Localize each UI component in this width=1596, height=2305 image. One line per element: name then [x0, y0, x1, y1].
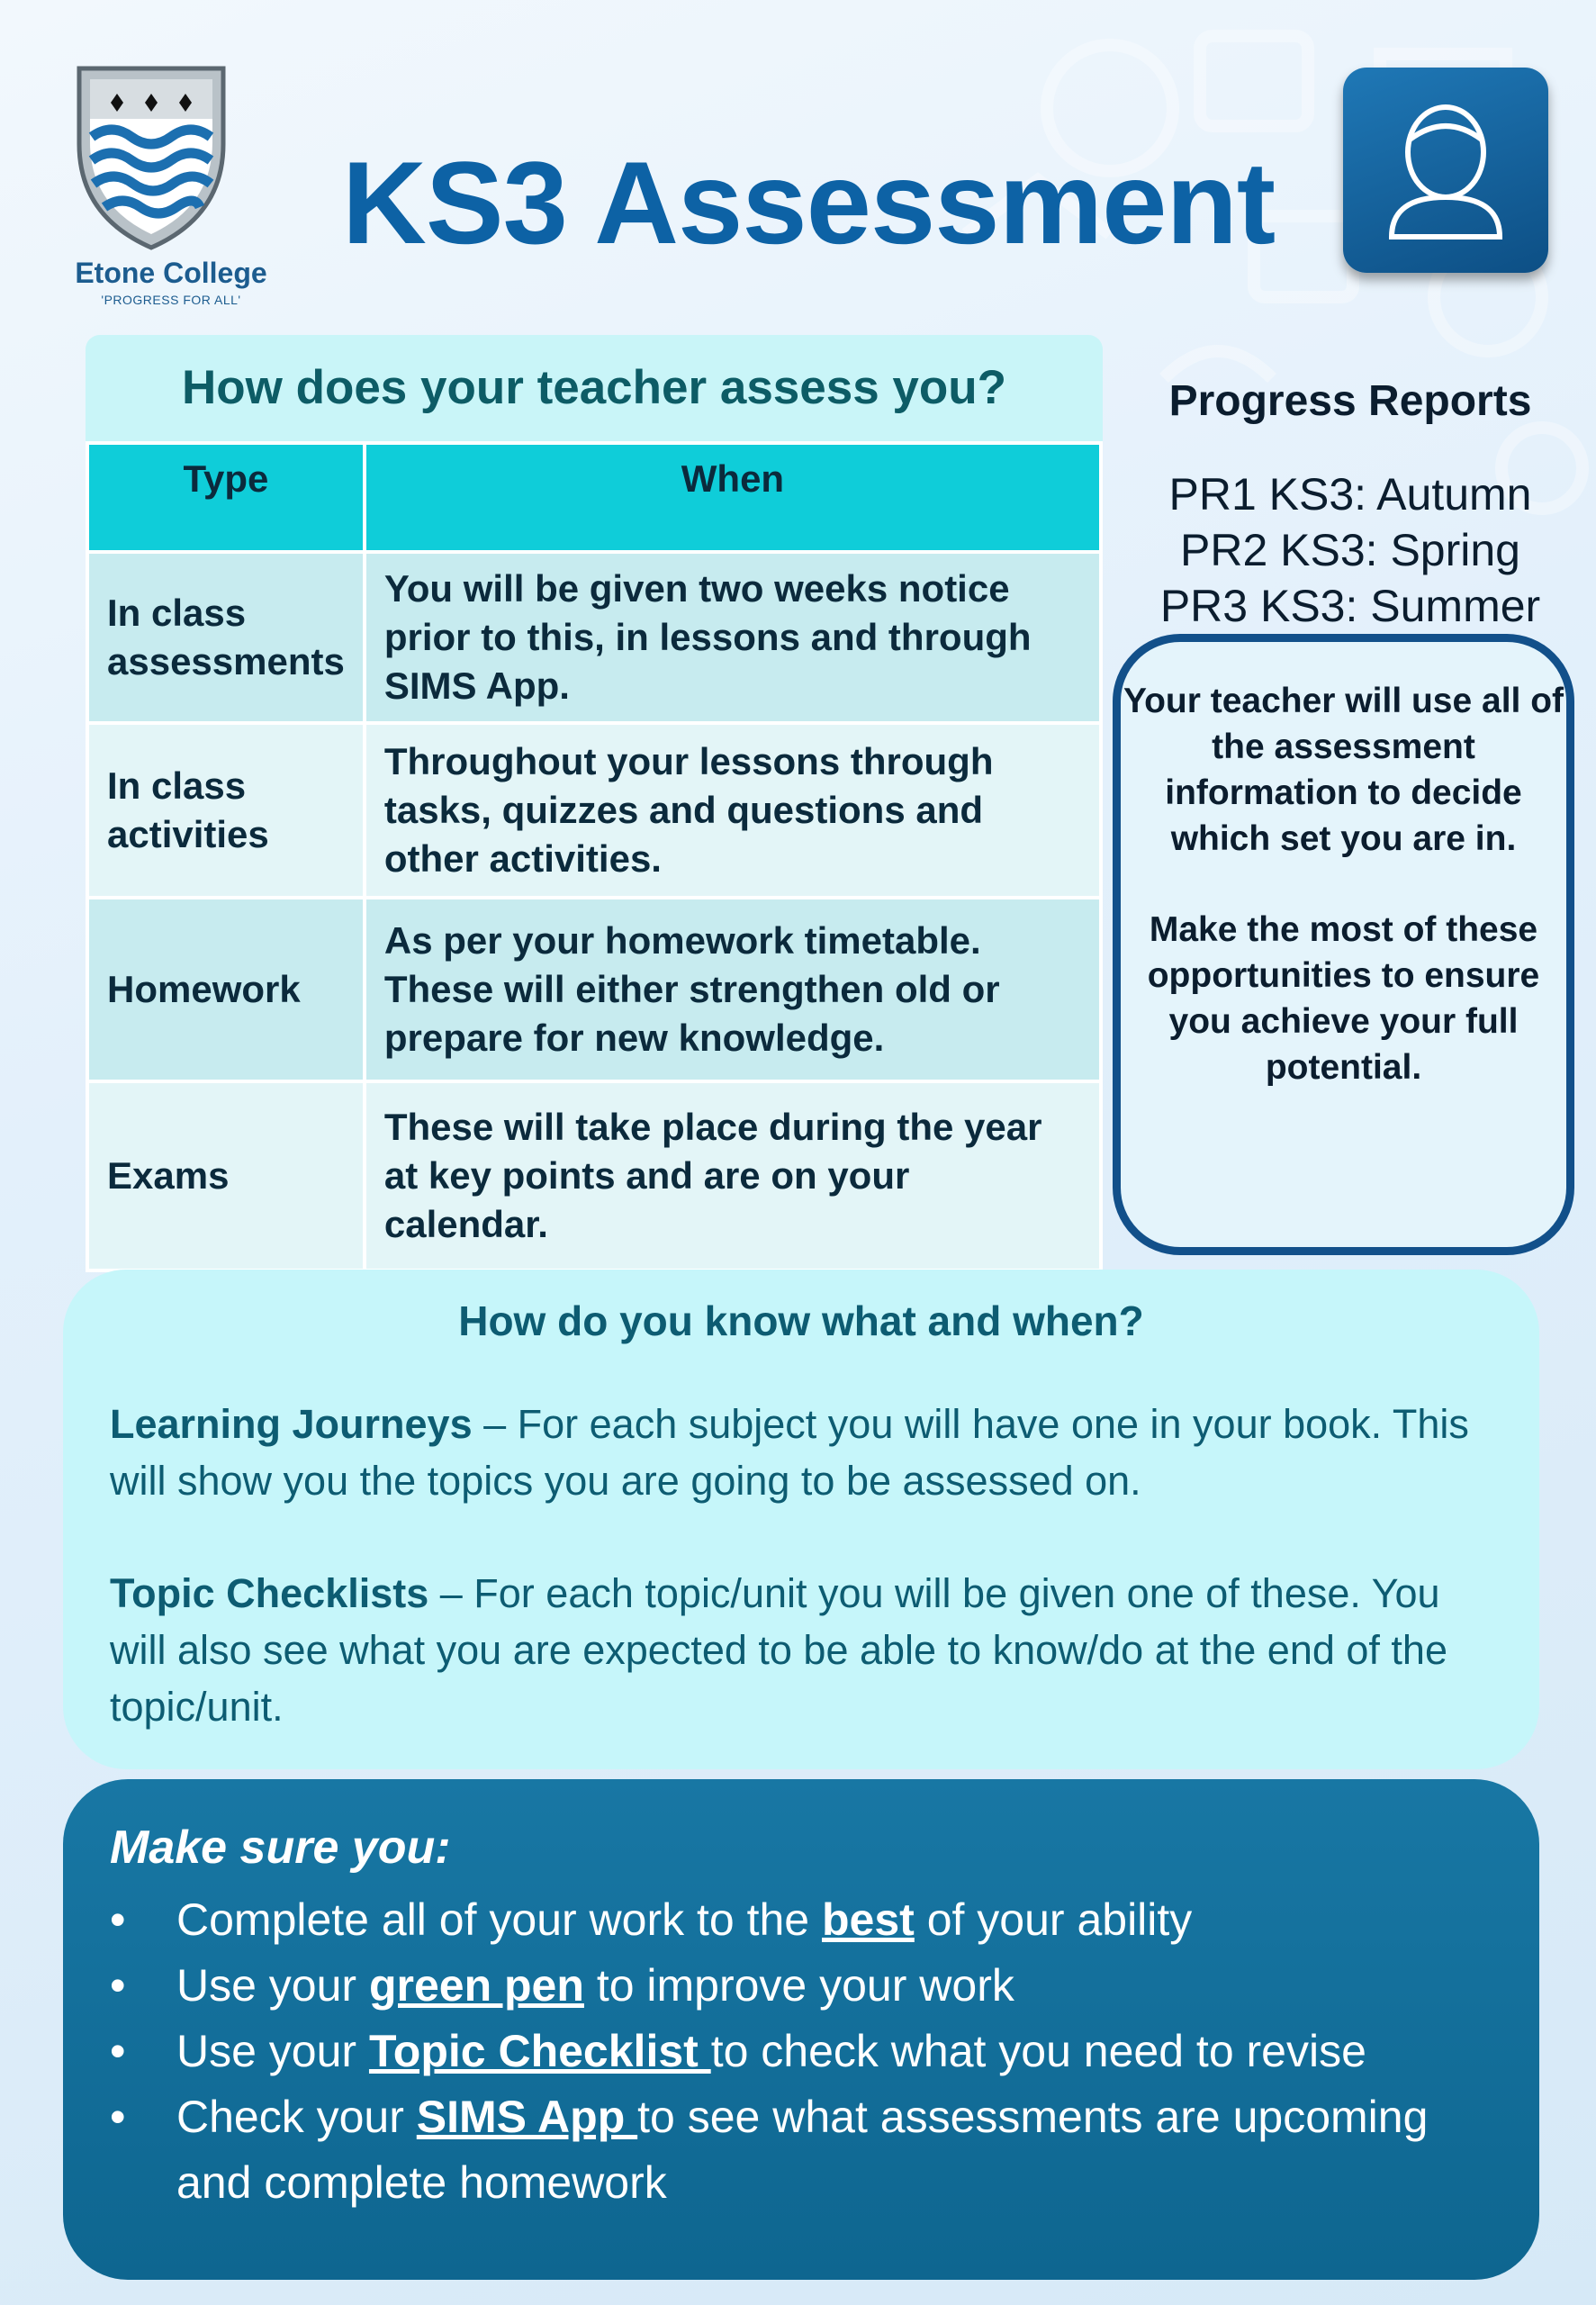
- table-row: [87, 552, 1101, 723]
- assessment-table-card: [86, 335, 1103, 1252]
- table-row: [87, 723, 1101, 898]
- when-cell: As per your homework timetable. These will either strengthen old or prepare for new knowledge.: [365, 898, 1101, 1081]
- bullet-icon: •: [110, 2092, 126, 2142]
- teacher-info-text: Make the most of these opportunities to ensure you achieve your full potential.: [1147, 910, 1540, 1087]
- teacher-info-text: Your teacher will use all of the assessment information to decide which set you are in.: [1123, 682, 1564, 858]
- item-text: Complete all of your work to the: [176, 1894, 822, 1945]
- list-item: [110, 2084, 1492, 2216]
- teacher-info-box: [1113, 634, 1574, 1255]
- bullet-icon: •: [110, 1894, 126, 1945]
- know-what-when-box: [63, 1270, 1539, 1769]
- type-cell: In class assessments: [87, 552, 365, 723]
- item-text: Use your: [176, 2026, 369, 2076]
- item-keyword: best: [822, 1894, 915, 1945]
- progress-report-item: PR1 KS3: Autumn: [1168, 469, 1532, 520]
- when-cell: You will be given two weeks notice prior to this, in lessons and through SIMS App.: [365, 552, 1101, 723]
- page-title: KS3 Assessment: [342, 137, 1276, 268]
- progress-reports-list: [1125, 466, 1575, 634]
- learning-journeys-text: – For each subject you will have one in your book. This will show you the topics you are going to be assessed on.: [110, 1401, 1469, 1504]
- bullet-icon: •: [110, 2026, 126, 2076]
- school-motto: 'PROGRESS FOR ALL': [101, 293, 241, 307]
- list-item: [110, 1953, 1492, 2019]
- user-icon: [1383, 100, 1509, 240]
- list-item: [110, 2019, 1492, 2084]
- learning-journeys-paragraph: [110, 1396, 1492, 1509]
- item-keyword: green pen: [368, 1960, 584, 2011]
- when-cell: These will take place during the year at key points and are on your calendar.: [365, 1081, 1101, 1270]
- type-cell: In class activities: [87, 723, 365, 898]
- item-text: to see what assessments are upcoming and complete homework: [176, 2092, 1429, 2208]
- assessment-table: [86, 441, 1103, 1272]
- item-keyword: SIMS App: [416, 2092, 638, 2142]
- item-text: to improve your work: [583, 1960, 1014, 2011]
- topic-checklists-label: Topic Checklists: [110, 1570, 429, 1616]
- table-row: [87, 898, 1101, 1081]
- column-header-type: Type: [87, 443, 365, 552]
- school-logo: [63, 63, 279, 315]
- type-cell: Homework: [87, 898, 365, 1081]
- make-sure-box: [63, 1779, 1539, 2280]
- table-row: [87, 1081, 1101, 1270]
- crest-icon: [72, 63, 230, 252]
- item-text: Use your: [176, 1960, 369, 2011]
- topic-checklists-text: – For each topic/unit you will be given one of these. You will also see what you are expected to be able to know/do at the end of the topic/unit.: [110, 1570, 1447, 1730]
- progress-report-item: PR3 KS3: Summer: [1159, 581, 1541, 631]
- item-text: to check what you need to revise: [710, 2026, 1366, 2076]
- user-icon-tile: [1343, 68, 1548, 273]
- item-text: of your ability: [914, 1894, 1193, 1945]
- type-cell: Exams: [87, 1081, 365, 1270]
- topic-checklists-paragraph: [110, 1565, 1492, 1735]
- know-box-title: How do you know what and when?: [458, 1297, 1144, 1344]
- when-cell: Throughout your lessons through tasks, quizzes and questions and other activities.: [365, 723, 1101, 898]
- column-header-when: When: [365, 443, 1101, 552]
- item-keyword: Topic Checklist: [368, 2026, 711, 2076]
- learning-journeys-label: Learning Journeys: [110, 1401, 473, 1447]
- make-sure-list: [110, 1887, 1492, 2216]
- make-sure-title: Make sure you:: [110, 1821, 451, 1874]
- list-item: [110, 1887, 1492, 1953]
- progress-report-item: PR2 KS3: Spring: [1180, 525, 1520, 575]
- table-heading: How does your teacher assess you?: [86, 335, 1103, 441]
- school-name: Etone College: [75, 257, 267, 289]
- bullet-icon: •: [110, 1960, 126, 2011]
- progress-reports-title: Progress Reports: [1168, 377, 1532, 425]
- item-text: Check your: [176, 2092, 417, 2142]
